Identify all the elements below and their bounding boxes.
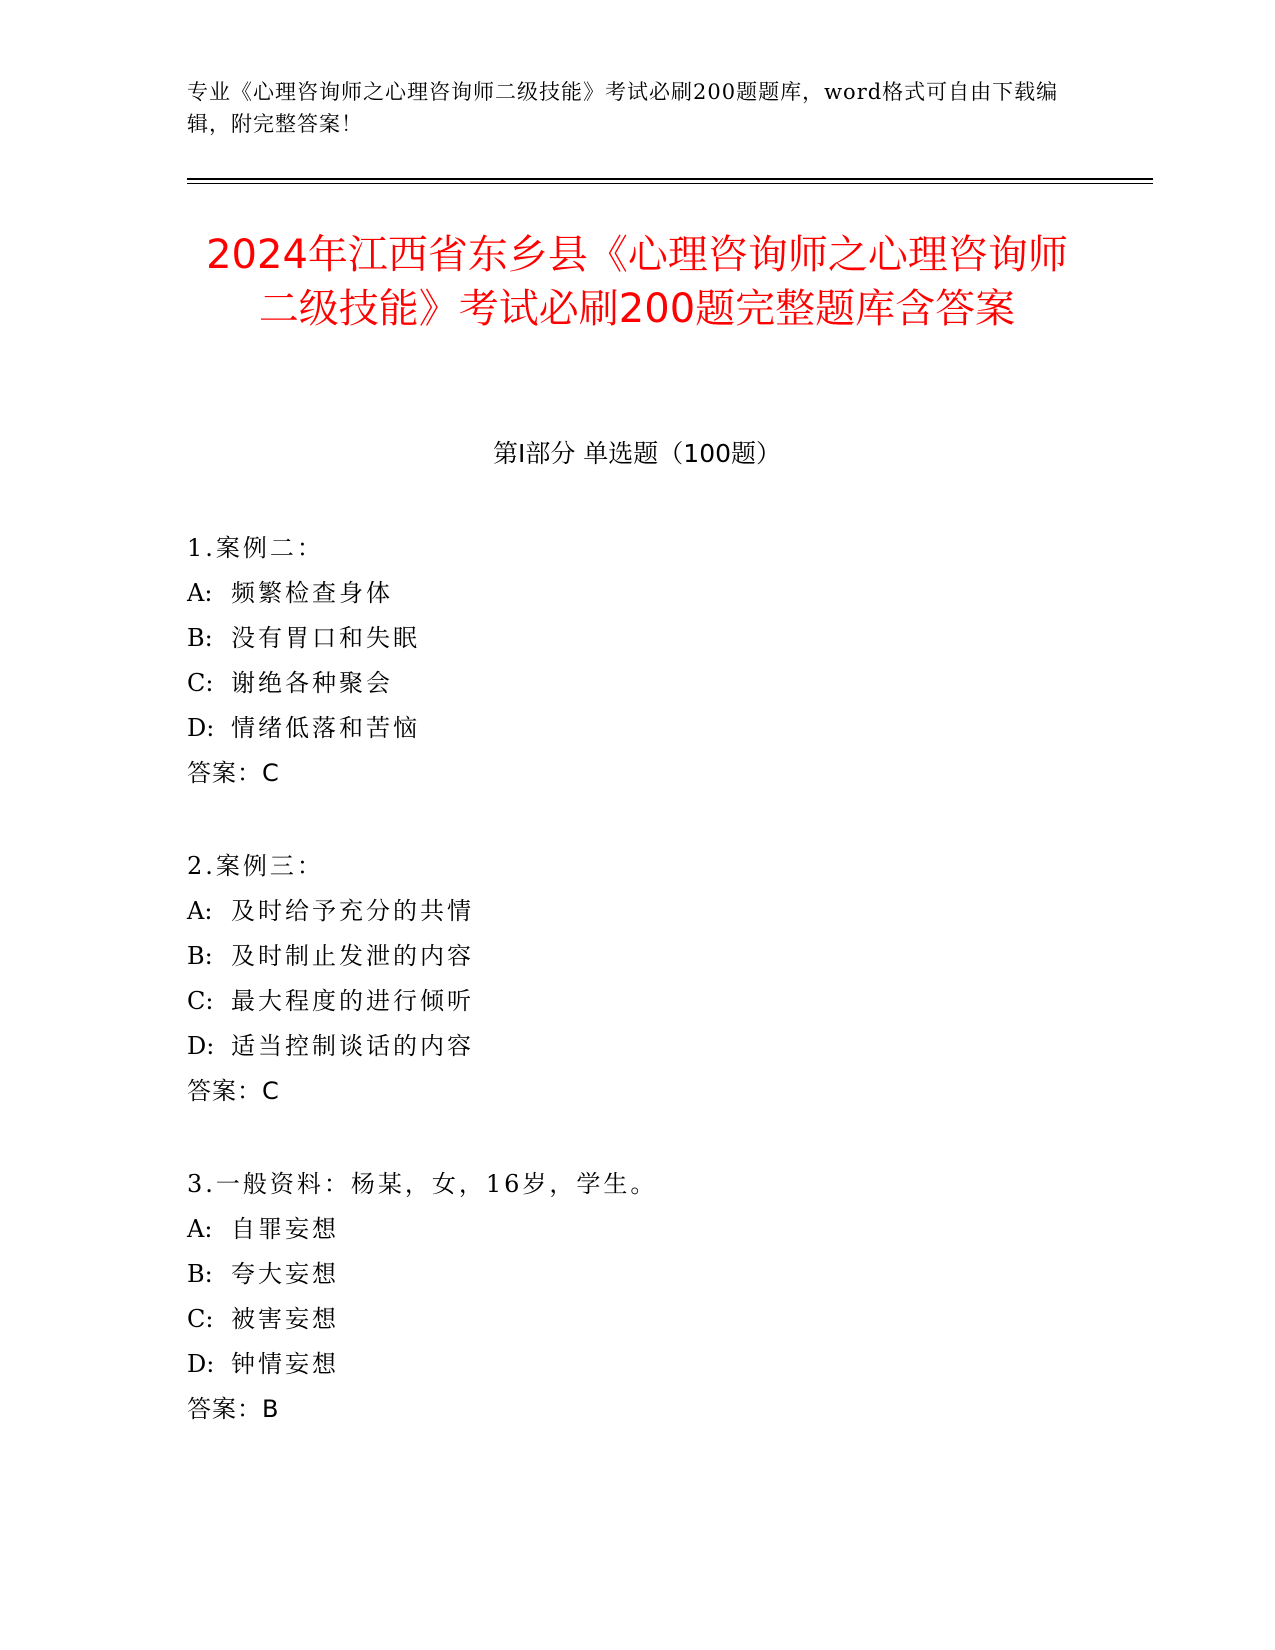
option-c [187, 661, 1087, 706]
option-text: 最大程度的进行倾听 [231, 987, 474, 1015]
option-text: 谢绝各种聚会 [231, 669, 393, 697]
option-a [187, 1207, 1087, 1252]
option-b [187, 1252, 1087, 1297]
document-title: 2024年江西省东乡县《心理咨询师之心理咨询师二级技能》考试必刷200题完整题库含答案 [206, 232, 1068, 332]
option-letter: C: [187, 669, 214, 697]
option-text: 夸大妄想 [231, 1260, 339, 1288]
option-text: 被害妄想 [231, 1305, 339, 1333]
answer: 答案：C [187, 759, 280, 787]
option-letter: A: [187, 897, 213, 925]
option-text: 钟情妄想 [231, 1350, 339, 1378]
question-stem: 3.一般资料：杨某，女，16岁，学生。 [187, 1170, 658, 1198]
option-text: 及时制止发泄的内容 [231, 942, 474, 970]
option-b [187, 934, 1087, 979]
option-letter: D: [187, 1032, 215, 1060]
header-note: 专业《心理咨询师之心理咨询师二级技能》考试必刷200题题库，word格式可自由下载编辑，附完整答案！ [187, 80, 1059, 136]
question-1 [187, 526, 1087, 796]
option-letter: C: [187, 987, 214, 1015]
option-a [187, 889, 1087, 934]
question-stem: 1.案例二： [187, 534, 324, 562]
option-text: 没有胃口和失眠 [231, 624, 420, 652]
option-text: 频繁检查身体 [231, 579, 393, 607]
question-2 [187, 844, 1087, 1114]
option-d [187, 706, 1087, 751]
answer: 答案：B [187, 1395, 280, 1423]
question-3 [187, 1162, 1087, 1432]
option-text: 情绪低落和苦恼 [231, 714, 420, 742]
option-letter: A: [187, 579, 213, 607]
option-d [187, 1024, 1087, 1069]
option-text: 及时给予充分的共情 [231, 897, 474, 925]
option-text: 自罪妄想 [231, 1215, 339, 1243]
option-c [187, 979, 1087, 1024]
question-stem: 2.案例三： [187, 852, 324, 880]
option-letter: D: [187, 714, 215, 742]
header-rule-thin [187, 183, 1153, 184]
header-rule-thick [187, 178, 1153, 180]
option-text: 适当控制谈话的内容 [231, 1032, 474, 1060]
option-letter: B: [187, 942, 213, 970]
option-d [187, 1342, 1087, 1387]
option-letter: B: [187, 1260, 213, 1288]
option-letter: A: [187, 1215, 213, 1243]
question-list [187, 526, 1087, 1480]
answer: 答案：C [187, 1077, 280, 1105]
option-letter: C: [187, 1305, 214, 1333]
option-b [187, 616, 1087, 661]
option-a [187, 571, 1087, 616]
option-letter: B: [187, 624, 213, 652]
section-title: 第I部分 单选题（100题） [492, 439, 782, 468]
option-c [187, 1297, 1087, 1342]
option-letter: D: [187, 1350, 215, 1378]
